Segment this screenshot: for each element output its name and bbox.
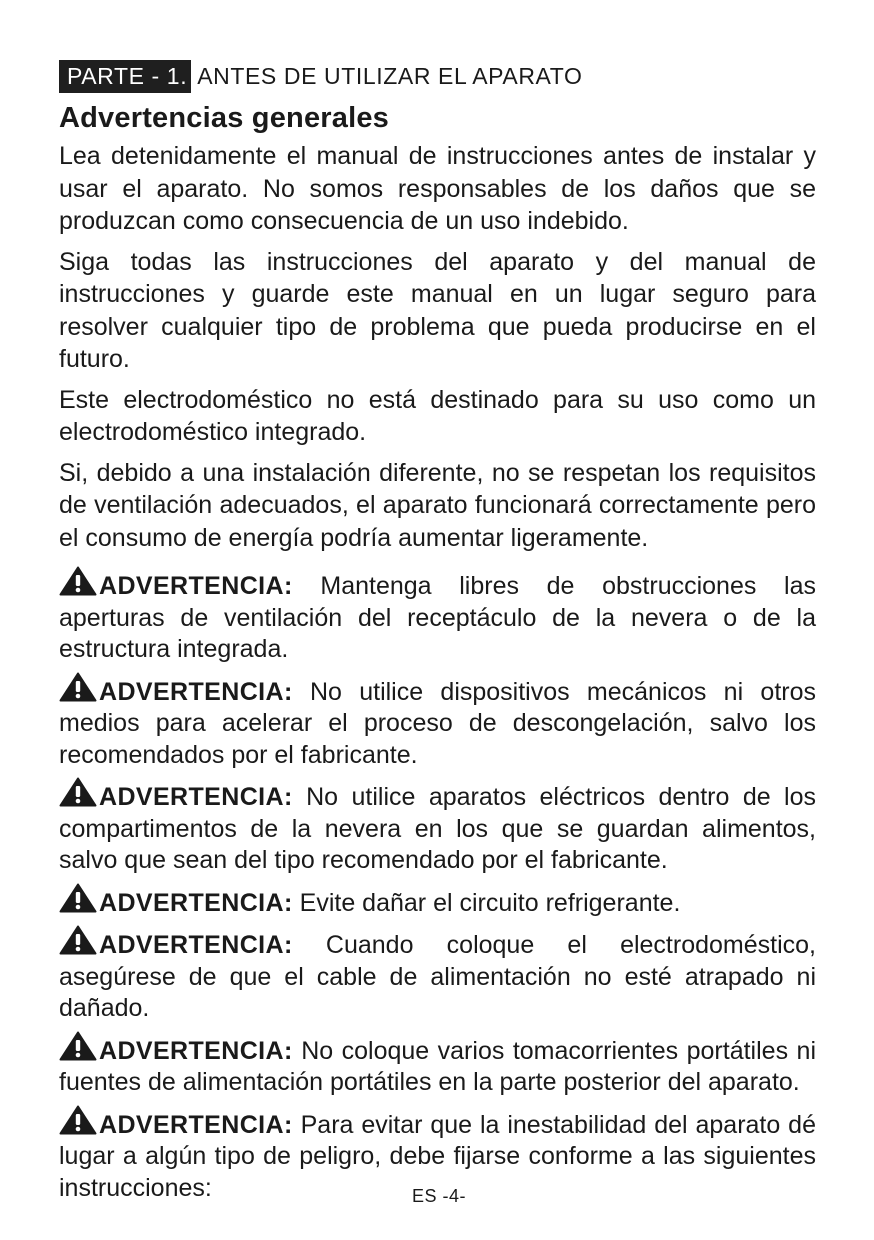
paragraph-not-integrated: Este electrodoméstico no está destinado para su uso como un electrodoméstico integrado. [59, 385, 816, 446]
warning-triangle-icon [59, 925, 97, 955]
warnings-list [59, 566, 816, 1204]
paragraph-manual-read: Lea detenidamente el manual de instrucciones antes de instalar y usar el aparato. No somos responsables de los daños que se produzcan como consecuencia de un uso indebido. [59, 142, 816, 235]
warning-label: ADVERTENCIA: [99, 931, 293, 959]
part-title: ANTES DE UTILIZAR EL APARATO [197, 62, 583, 89]
warning-text: No utilice aparatos eléctricos dentro de los compartimentos de la nevera en los que se guardan alimentos, salvo que sean del tipo recomendado por el fabricante. [59, 783, 816, 874]
warning-label: ADVERTENCIA: [99, 888, 293, 917]
part-header [59, 58, 816, 94]
paragraph-ventilation: Si, debido a una instalación diferente, no se respetan los requisitos de ventilación adecuados, el aparato funcionará correctamente pero el consumo de energía podría aumentar ligeramente. [59, 458, 816, 552]
warning-text: Para evitar que la inestabilidad del aparato dé lugar a algún tipo de peligro, debe fijarse conforme a las siguientes instrucciones: [59, 1110, 816, 1202]
warning-text: Evite dañar el circuito refrigerante. [299, 888, 681, 917]
warning-label: ADVERTENCIA: [99, 783, 293, 811]
warning-item [59, 1031, 816, 1099]
warning-triangle-icon [59, 883, 97, 913]
warning-item [59, 672, 816, 772]
part-label: PARTE - 1. [59, 60, 191, 93]
warning-triangle-icon [59, 1105, 97, 1135]
warning-text: No utilice dispositivos mecánicos ni otros medios para acelerar el proceso de descongelación, salvo los recomendados por el fabricante. [59, 677, 816, 769]
warning-item [59, 883, 816, 920]
warning-text: No coloque varios tomacorrientes portátiles ni fuentes de alimentación portátiles en la parte posterior del aparato. [59, 1036, 816, 1096]
warning-item [59, 566, 816, 666]
page-number: ES -4- [411, 1186, 466, 1206]
warning-label: ADVERTENCIA: [99, 1036, 293, 1065]
warning-text: Cuando coloque el electrodoméstico, asegúrese de que el cable de alimentación no esté atrapado ni dañado. [59, 931, 816, 1022]
warning-label: ADVERTENCIA: [99, 1110, 293, 1139]
warning-triangle-icon [59, 672, 97, 702]
page-content [59, 58, 816, 1204]
warning-label: ADVERTENCIA: [99, 572, 293, 600]
warning-item [59, 777, 816, 877]
warning-label: ADVERTENCIA: [99, 677, 293, 706]
warning-triangle-icon [59, 566, 97, 596]
paragraph-follow-instructions: Siga todas las instrucciones del aparato y del manual de instrucciones y guarde este manual en un lugar seguro para resolver cualquier tipo de problema que pueda producirse en el futuro. [59, 247, 816, 373]
warning-text: Mantenga libres de obstrucciones las aperturas de ventilación del receptáculo de la nevera o de la estructura integrada. [59, 572, 816, 663]
warning-item [59, 925, 816, 1025]
section-title: Advertencias generales [59, 102, 390, 134]
warning-triangle-icon [59, 1031, 97, 1061]
warning-triangle-icon [59, 777, 97, 807]
